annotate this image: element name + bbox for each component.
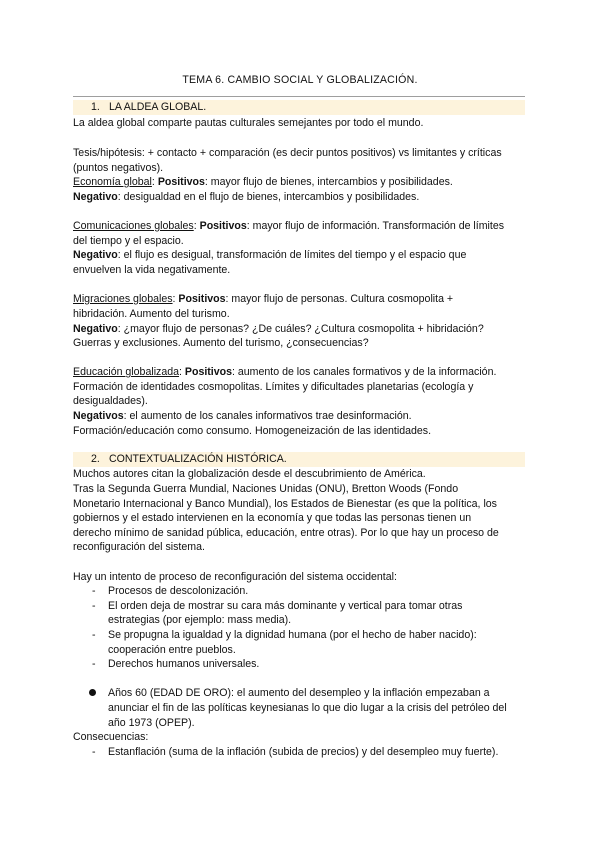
- paragraph-line: desigualdades).: [73, 395, 148, 407]
- list-dash: -: [92, 746, 96, 758]
- paragraph-line: reconfiguración del sistema.: [73, 541, 205, 553]
- list-item-continuation: estrategias (por ejemplo: mass media).: [108, 614, 292, 626]
- section-heading-2: [73, 452, 525, 467]
- topic-label: Educación globalizada: [73, 366, 180, 378]
- list-item: Procesos de descolonización.: [108, 585, 249, 597]
- economia-positivos-line: Economía global: Positivos: mayor flujo de bienes, intercambios y posibilidades.: [73, 176, 453, 188]
- paragraph-line: Tesis/hipótesis: + contacto + comparación (es decir puntos positivos) vs limitantes y críticas: [73, 147, 502, 159]
- positivos-label: Positivos: [157, 176, 205, 188]
- page-title: TEMA 6. CAMBIO SOCIAL Y GLOBALIZACIÓN.: [182, 74, 418, 86]
- positivos-label: Positivos: [178, 293, 226, 305]
- paragraph-line: hibridación. Aumento del turismo.: [73, 308, 230, 320]
- section-number: 1.: [91, 101, 100, 113]
- section-title: CONTEXTUALIZACIÓN HISTÓRICA.: [109, 453, 287, 465]
- comunicaciones-negativo-line: Negativo: el flujo es desigual, transformación de límites del tiempo y el espacio que: [73, 249, 467, 261]
- migraciones-negativo-line: Negativo: ¿mayor flujo de personas? ¿De cuáles? ¿Cultura cosmopolita + hibridación?: [73, 323, 484, 335]
- paragraph-line: gobiernos y el estado intervienen en la economía y que todas las personas tienen un: [73, 512, 472, 524]
- migraciones-positivos-line: Migraciones globales: Positivos: mayor flujo de personas. Cultura cosmopolita +: [73, 293, 454, 305]
- paragraph-line: Guerras y exclusiones. Aumento del turismo, ¿consecuencias?: [73, 337, 369, 349]
- list-item: Se propugna la igualdad y la dignidad humana (por el hecho de haber nacido):: [108, 629, 477, 641]
- bullet-item-continuation: año 1973 (OPEP).: [108, 717, 195, 729]
- paragraph-line: envuelven la vida negativamente.: [73, 264, 231, 276]
- negativos-label: Negativos: [73, 410, 124, 422]
- paragraph-line: Tras la Segunda Guerra Mundial, Naciones Unidas (ONU), Bretton Woods (Fondo: [73, 483, 459, 495]
- educacion-negativos-line: Negativos: el aumento de los canales informativos trae desinformación.: [73, 410, 412, 422]
- bullet-item: Años 60 (EDAD DE ORO): el aumento del desempleo y la inflación empezaban a: [108, 687, 490, 699]
- paragraph-line: derecho mínimo de sanidad pública, educación, entre otras). Por lo que hay un proceso de: [73, 527, 499, 539]
- paragraph-line: Formación/educación como consumo. Homogeneización de las identidades.: [73, 425, 432, 437]
- economia-negativo-line: Negativo: desigualdad en el flujo de bienes, intercambios y posibilidades.: [73, 191, 420, 203]
- section-heading-1: [73, 100, 525, 115]
- paragraph-line: del tiempo y el espacio.: [73, 235, 184, 247]
- comunicaciones-positivos-line: Comunicaciones globales: Positivos: mayor flujo de información. Transformación de límites: [73, 220, 505, 232]
- negativo-label: Negativo: [73, 191, 118, 203]
- section-title: LA ALDEA GLOBAL.: [109, 101, 207, 113]
- list-item: Derechos humanos universales.: [108, 658, 260, 670]
- list-dash: -: [92, 629, 96, 641]
- list-dash: -: [92, 585, 96, 597]
- positivos-label: Positivos: [199, 220, 247, 232]
- educacion-positivos-line: Educación globalizada: Positivos: aumento de los canales formativos y de la información.: [73, 366, 497, 378]
- title-divider: [73, 96, 525, 97]
- topic-label: Migraciones globales: [73, 293, 173, 305]
- list-item: El orden deja de mostrar su cara más dominante y vertical para tomar otras: [108, 600, 463, 612]
- topic-label: Economía global: [73, 176, 152, 188]
- bullet-icon: [89, 689, 96, 696]
- paragraph-line: La aldea global comparte pautas culturales semejantes por todo el mundo.: [73, 117, 424, 129]
- negativo-label: Negativo: [73, 249, 118, 261]
- bullet-item-continuation: anunciar el fin de las políticas keynesianas lo que dio lugar a la crisis del petróleo del: [108, 702, 507, 714]
- list-dash: -: [92, 658, 96, 670]
- paragraph-line: Monetario Internacional y Banco Mundial), los Estados de Bienestar (es que la política, los: [73, 498, 497, 510]
- topic-label: Comunicaciones globales: [73, 220, 194, 232]
- paragraph-line: Formación de identidades cosmopolitas. Límites y dificultades planetarias (ecología y: [73, 381, 474, 393]
- list-item-continuation: cooperación entre pueblos.: [108, 644, 236, 656]
- list-dash: -: [92, 600, 96, 612]
- paragraph-line: Hay un intento de proceso de reconfiguración del sistema occidental:: [73, 571, 397, 583]
- section-number: 2.: [91, 453, 100, 465]
- consecuencias-label: Consecuencias:: [73, 731, 149, 743]
- list-item: Estanflación (suma de la inflación (subida de precios) y del desempleo muy fuerte).: [108, 746, 499, 758]
- positivos-label: Positivos: [184, 366, 233, 378]
- paragraph-line: (puntos negativos).: [73, 162, 164, 174]
- negativo-label: Negativo: [73, 323, 118, 335]
- paragraph-line: Muchos autores citan la globalización desde el descubrimiento de América.: [73, 468, 426, 480]
